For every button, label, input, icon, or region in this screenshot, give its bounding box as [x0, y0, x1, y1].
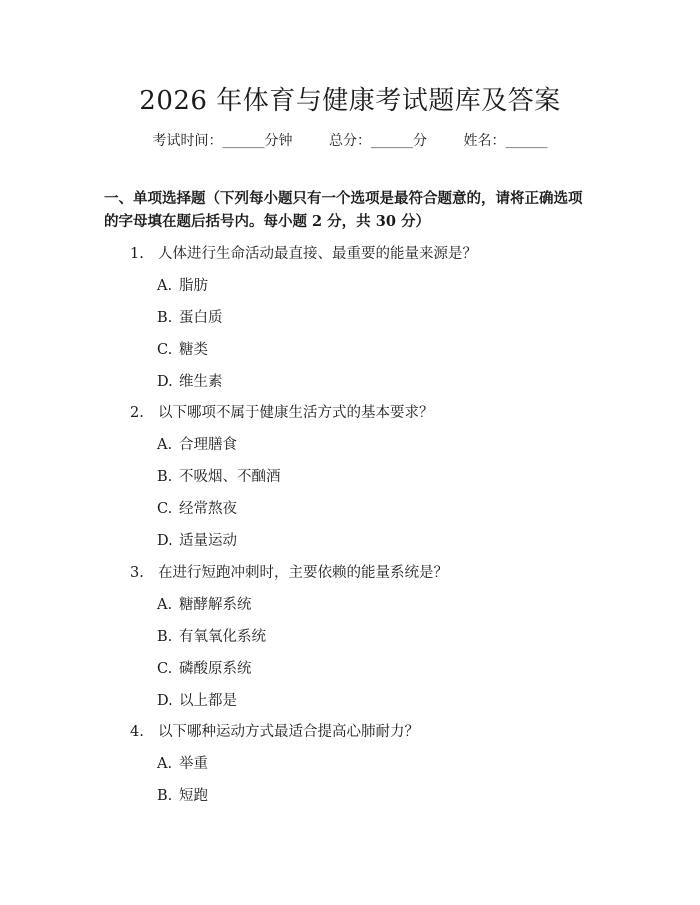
- question-4-option-a: [157, 754, 208, 774]
- page-title: 2026 年体育与健康考试题库及答案: [139, 86, 561, 116]
- question-1-option-b: [157, 308, 223, 328]
- question-3-option-b: [157, 627, 266, 647]
- option-text: 磷酸原系统: [179, 661, 252, 677]
- option-text: 合理膳食: [179, 437, 237, 453]
- question-3-option-c: [157, 659, 252, 679]
- option-text: 糖酵解系统: [179, 597, 252, 613]
- question-1-option-a: [157, 276, 208, 296]
- exam-meta: [0, 131, 700, 151]
- option-letter: C.: [157, 342, 173, 358]
- option-letter: D.: [157, 693, 173, 709]
- question-text: 以下哪项不属于健康生活方式的基本要求？: [158, 405, 434, 421]
- option-text: 适量运动: [179, 533, 237, 549]
- question-2-option-d: [157, 531, 237, 551]
- question-4-option-b: [157, 786, 208, 806]
- option-letter: C.: [157, 501, 173, 517]
- question-4: [130, 722, 419, 742]
- question-3: [130, 563, 448, 583]
- question-3-option-d: [157, 691, 237, 711]
- option-letter: A.: [157, 597, 173, 613]
- question-number: 4.: [130, 724, 144, 740]
- student-name-field: 姓名：______: [463, 133, 548, 149]
- option-text: 维生素: [179, 374, 223, 390]
- question-number: 1.: [130, 246, 144, 262]
- option-letter: C.: [157, 661, 173, 677]
- question-3-option-a: [157, 595, 252, 615]
- option-letter: B.: [157, 788, 173, 804]
- option-letter: A.: [157, 437, 173, 453]
- question-2-option-c: [157, 499, 237, 519]
- question-number: 2.: [130, 405, 144, 421]
- question-2-option-a: [157, 435, 237, 455]
- question-1-option-d: [157, 372, 223, 392]
- exam-time-field: 考试时间：______分钟: [152, 133, 293, 149]
- option-text: 以上都是: [179, 693, 237, 709]
- option-letter: A.: [157, 278, 173, 294]
- question-text: 人体进行生命活动最直接、最重要的能量来源是？: [158, 246, 477, 262]
- option-letter: B.: [157, 310, 173, 326]
- question-2-option-b: [157, 467, 281, 487]
- option-letter: D.: [157, 374, 173, 390]
- question-1: [130, 244, 477, 264]
- section-heading: 一、单项选择题（下列每小题只有一个选项是最符合题意的，请将正确选项的字母填在题后括号内。每小题 2 分，共 30 分）: [104, 190, 583, 230]
- question-text: 在进行短跑冲刺时，主要依赖的能量系统是？: [158, 565, 448, 581]
- option-text: 经常熬夜: [179, 501, 237, 517]
- question-text: 以下哪种运动方式最适合提高心肺耐力？: [158, 724, 419, 740]
- option-text: 脂肪: [179, 278, 208, 294]
- option-text: 糖类: [179, 342, 208, 358]
- question-number: 3.: [130, 565, 144, 581]
- total-score-field: 总分：______分: [329, 133, 427, 149]
- option-letter: B.: [157, 629, 173, 645]
- option-text: 有氧氧化系统: [179, 629, 266, 645]
- option-text: 举重: [179, 756, 208, 772]
- option-text: 不吸烟、不酗酒: [179, 469, 281, 485]
- option-text: 蛋白质: [179, 310, 223, 326]
- option-letter: D.: [157, 533, 173, 549]
- question-2: [130, 403, 434, 423]
- question-1-option-c: [157, 340, 208, 360]
- option-letter: A.: [157, 756, 173, 772]
- option-letter: B.: [157, 469, 173, 485]
- option-text: 短跑: [179, 788, 208, 804]
